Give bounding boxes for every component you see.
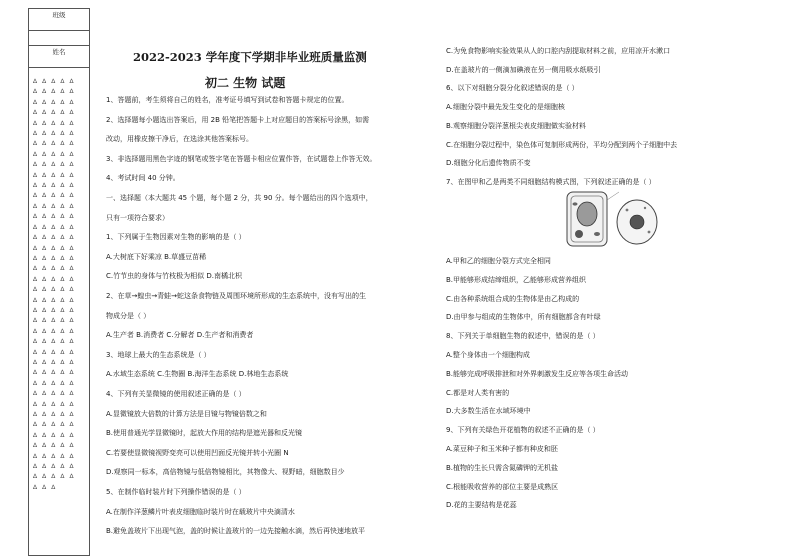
text-line: 3、地球上最大的生态系统是（ ） bbox=[106, 350, 211, 359]
binding-strip bbox=[28, 8, 90, 556]
text-line: 2、在草→蝗虫→青蛙→蛇这条食物链及周围环境所形成的生态系统中，没有写出的生 bbox=[106, 292, 367, 300]
cell-diagram bbox=[561, 186, 665, 252]
animal-nucleus bbox=[630, 215, 644, 229]
text-line: 物成分是（ ） bbox=[106, 311, 151, 320]
text-line: A.大树底下好乘凉 B.草盛豆苗稀 bbox=[106, 252, 207, 261]
plant-nucleus bbox=[575, 230, 583, 238]
text-line: D.花的主要结构是花蕊 bbox=[446, 501, 517, 510]
text-line: 1、答题前，考生须将自己的姓名，准考证号填写到试卷和答题卡规定的位置。 bbox=[106, 96, 349, 104]
text-line: B.能够完成呼吸排泄和对外界刺激发生反应等各项生命活动 bbox=[446, 369, 629, 378]
text-line: D.大多数生活在水域环境中 bbox=[446, 407, 531, 416]
text-line: D.观察同一标本，高倍物镜与低倍物镜相比，其物像大、视野暗，细胞数目少 bbox=[106, 468, 345, 477]
text-line: B.观察细胞分裂洋葱根尖表皮细胞做实验材料 bbox=[446, 121, 587, 130]
organelle bbox=[626, 209, 629, 212]
name-label: 姓名 bbox=[29, 46, 89, 68]
organelle bbox=[644, 207, 646, 209]
text-line: 8、下列关于单细胞生物的叙述中，错误的是（ ） bbox=[446, 332, 600, 341]
text-line: B.植物的生长只需含氮磷钾的无机盐 bbox=[446, 463, 559, 472]
text-line: D.由甲参与组成的生物体中，所有细胞都含有叶绿 bbox=[446, 313, 601, 322]
text-line: C.竹节虫的身体与竹枝极为相似 D.南橘北枳 bbox=[106, 272, 242, 281]
text-line: A.在制作洋葱鳞片叶表皮细胞临时装片时在载玻片中央滴清水 bbox=[106, 507, 295, 516]
text-line: D.在盖玻片的一侧滴加碘液在另一侧用吸水纸吸引 bbox=[446, 65, 601, 74]
text-line: A.菜豆种子和玉米种子都有种皮和胚 bbox=[446, 445, 558, 453]
text-line: C.若要使显微镜视野变亮可以使用凹面反光镜并转小光圈 N bbox=[106, 448, 289, 457]
text-line: 4、考试时间 40 分钟。 bbox=[106, 174, 180, 183]
text-line: 2、选择题每小题选出答案后，用 2B 铅笔把答题卡上对应题目的答案标号涂黑，如需 bbox=[106, 115, 370, 124]
class-label: 班级 bbox=[29, 9, 89, 31]
text-line: C.为免食物影响实验效果从人的口腔内刮提取材料之前，应用凉开水漱口 bbox=[446, 47, 671, 55]
vacuole bbox=[577, 202, 597, 226]
class-field[interactable] bbox=[29, 31, 89, 46]
organelle bbox=[648, 231, 651, 234]
text-line: C.由各种系统组合成的生物体是由乙构成的 bbox=[446, 294, 580, 303]
label-pointer bbox=[607, 192, 619, 200]
text-line: A.显微镜放大倍数的计算方法是目镜与物镜倍数之和 bbox=[106, 409, 267, 418]
exam-subtitle: 初二 生物 试题 bbox=[205, 76, 286, 90]
text-line: 7、在图甲和乙是两类不同细胞结构模式图，下列叙述正确的是（ ） bbox=[446, 177, 656, 186]
text-line: A.整个身体由一个细胞构成 bbox=[446, 351, 530, 359]
exam-title: 2022-2023 学年度下学期非毕业班质量监测 bbox=[133, 50, 367, 64]
text-line: A.生产者 B.消费者 C.分解者 D.生产者和消费者 bbox=[106, 331, 254, 340]
text-line: B.甲能够形成结缔组织，乙能够形成营养组织 bbox=[446, 275, 587, 284]
chloroplast bbox=[573, 202, 578, 205]
text-line: 3、非选择题用黑色字迹的钢笔或签字笔在答题卡相应位置作答，在试题卷上作答无效。 bbox=[106, 154, 377, 163]
text-line: C.在细胞分裂过程中，染色体可复制形成两份，平均分配到两个子细胞中去 bbox=[446, 140, 678, 149]
text-line: 9、下列有关绿色开花植物的叙述不正确的是（ ） bbox=[446, 426, 600, 435]
text-line: B.使用普通光学显微镜时，起放大作用的结构是遮光器和反光镜 bbox=[106, 429, 303, 438]
text-line: C.根能吸收营养的部位主要是成熟区 bbox=[446, 482, 559, 491]
text-line: A.甲和乙的细胞分裂方式完全相同 bbox=[446, 257, 551, 265]
text-line: 1、下列属于生物因素对生物的影响的是（ ） bbox=[106, 233, 246, 242]
text-line: D.细胞分化后遗传物质不变 bbox=[446, 159, 531, 168]
text-line: A.细胞分裂中最先发生变化的是细胞核 bbox=[446, 103, 565, 112]
text-line: 6、以下对细胞分裂分化叙述错误的是（ ） bbox=[446, 84, 579, 93]
text-line: 改动，用橡皮擦干净后，在选涂其他答案标号。 bbox=[106, 135, 253, 144]
text-line: C.都是对人类有害的 bbox=[446, 388, 510, 397]
text-line: A.水域生态系统 C.生物圈 B.海洋生态系统 D.林地生态系统 bbox=[106, 370, 289, 379]
text-line: 一、选择题（本大题共 45 个题，每个题 2 分，共 90 分。每个题给出的四个选项中， bbox=[106, 194, 373, 202]
text-line: 4、下列有关显微镜的使用叙述正确的是（ ） bbox=[106, 390, 246, 398]
text-line: 只有一项符合要求） bbox=[106, 213, 169, 222]
binding-dash-marks: ∆ ∆ ∆ ∆ ∆ ∆ ∆ ∆ ∆ ∆ ∆ ∆ ∆ ∆ ∆ ∆ ∆ ∆ ∆ ∆ ∆ ∆ ∆ ∆ ∆ ∆ ∆ ∆ ∆ ∆ ∆ ∆ ∆ ∆ ∆ ∆ ∆ ∆ ∆ ∆ ∆ ∆ ∆ ∆ ∆ ∆ ∆ ∆ ∆ ∆ ∆ ∆ ∆ ∆ ∆ ∆ ∆ ∆ ∆ ∆ ∆ ∆ ∆ ∆ ∆ ∆ ∆ ∆ ∆ ∆ ∆ ∆ ∆ ∆ ∆ ∆ ∆ ∆ ∆ ∆ ∆ ∆ ∆ ∆ ∆ ∆ ∆ ∆ ∆ ∆ ∆ ∆ ∆ ∆ ∆ ∆ ∆ ∆ ∆ ∆ ∆ ∆ ∆ ∆ ∆ ∆ ∆ ∆ ∆ ∆ ∆ ∆ ∆ ∆ ∆ ∆ ∆ ∆ ∆ ∆ ∆ ∆ ∆ ∆ ∆ ∆ ∆ ∆ ∆ ∆ ∆ ∆ ∆ ∆ ∆ ∆ ∆ ∆ ∆ ∆ ∆ ∆ ∆ ∆ ∆ ∆ ∆ ∆ ∆ ∆ ∆ ∆ ∆ ∆ ∆ ∆ ∆ ∆ ∆ ∆ ∆ ∆ ∆ ∆ ∆ ∆ ∆ ∆ ∆ ∆ ∆ ∆ ∆ ∆ ∆ ∆ ∆ ∆ ∆ ∆ ∆ ∆ ∆ ∆ ∆ ∆ ∆ ∆ ∆ ∆ ∆ ∆ ∆ ∆ ∆ ∆ ∆ ∆ bbox=[33, 78, 76, 491]
text-line: 5、在制作临时装片时下列操作错误的是（ ） bbox=[106, 488, 246, 496]
chloroplast bbox=[594, 232, 600, 236]
text-line: B.避免盖玻片下出现气泡，盖的时候让盖玻片的一边先接触水滴，然后再快速地放平 bbox=[106, 527, 366, 536]
